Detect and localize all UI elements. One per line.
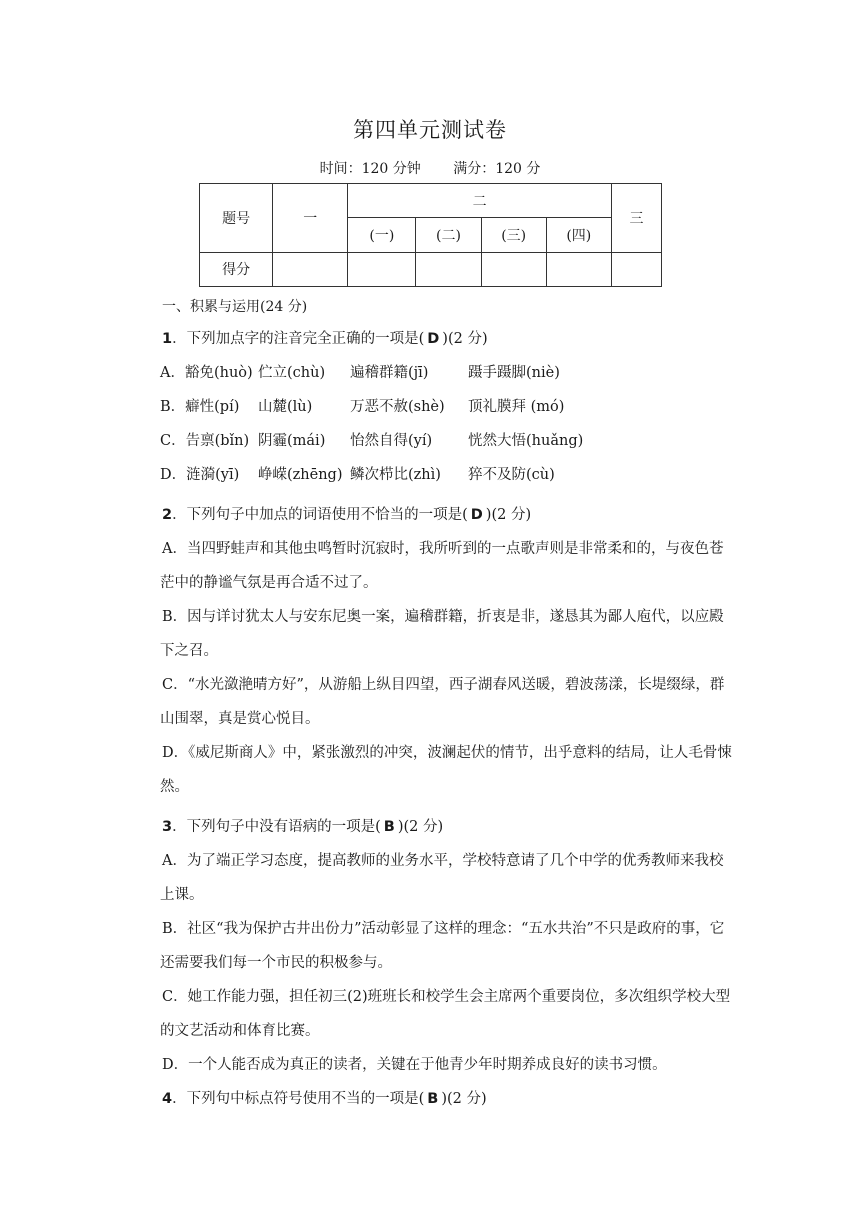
question-1-option-a bbox=[160, 356, 732, 390]
question-points: )(2 分) bbox=[485, 507, 532, 523]
sub-col-1: (一) bbox=[348, 218, 416, 252]
sub-col-2: (二) bbox=[416, 218, 481, 252]
score-cell[interactable] bbox=[348, 252, 416, 286]
question-text: ．下列加点字的注音完全正确的一项是( bbox=[172, 331, 425, 347]
full-score: 满分：120 分 bbox=[453, 161, 541, 177]
question-1-stem bbox=[160, 322, 732, 356]
question-3-option-c: C．她工作能力强，担任初三(2)班班长和校学生会主席两个重要岗位，多次组织学校大型的文艺活动和体育比赛。 bbox=[160, 989, 731, 1039]
row-label-number: 题号 bbox=[200, 184, 273, 253]
question-points: )(2 分) bbox=[441, 1091, 487, 1107]
question-3-option-b: B．社区“我为保护古井出份力”活动彰显了这样的理念：“五水共治”不只是政府的事，它还需要我们每一个市民的积极参与。 bbox=[160, 921, 725, 971]
question-points: )(2 分) bbox=[397, 819, 444, 835]
answer: D bbox=[470, 507, 483, 523]
answer: B bbox=[427, 1091, 439, 1107]
sub-col-4: (四) bbox=[546, 218, 611, 252]
option-item: 恍然大悟(huǎng) bbox=[468, 433, 584, 449]
option-item: A．豁免(huò) bbox=[160, 365, 253, 381]
question-2-option-d: D．《威尼斯商人》中，紧张激烈的冲突，波澜起伏的情节，出乎意料的结局，让人毛骨悚然。 bbox=[160, 745, 732, 795]
question-3-option-d: D．一个人能否成为真正的读者，关键在于他青少年时期养成良好的读书习惯。 bbox=[162, 1057, 667, 1073]
option-item: 顶礼膜拜 (mó) bbox=[468, 399, 565, 415]
option-item: 阴霾(mái) bbox=[258, 433, 326, 449]
question-3-stem bbox=[160, 810, 732, 844]
option-item: 鳞次栉比(zhì) bbox=[350, 467, 441, 483]
question-3-option-a: A．为了端正学习态度，提高教师的业务水平，学校特意请了几个中学的优秀教师来我校上课。 bbox=[160, 853, 724, 903]
question-points: )(2 分) bbox=[442, 331, 488, 347]
question-2-option-a: A．当四野蛙声和其他虫鸣暂时沉寂时，我所听到的一点歌声则是非常柔和的，与夜色苍茫中的静谧气氛是再合适不过了。 bbox=[160, 541, 724, 591]
option-item: C．告禀(bǐn) bbox=[160, 433, 250, 449]
questions bbox=[160, 322, 732, 1116]
option-item: B．癖性(pí) bbox=[160, 399, 240, 415]
col-header-2: 二 bbox=[348, 184, 612, 218]
question-number: 1 bbox=[162, 331, 173, 347]
time-limit: 时间：120 分钟 bbox=[319, 161, 421, 177]
score-table bbox=[199, 183, 662, 287]
option-item: 山麓(lù) bbox=[258, 399, 313, 415]
score-cell[interactable] bbox=[273, 252, 348, 286]
question-number: 4 bbox=[162, 1091, 173, 1107]
answer: D bbox=[427, 331, 440, 347]
score-cell[interactable] bbox=[546, 252, 611, 286]
sub-col-3: (三) bbox=[481, 218, 546, 252]
answer: B bbox=[383, 819, 395, 835]
question-number: 2 bbox=[162, 507, 173, 523]
question-text: ．下列句中标点符号使用不当的一项是( bbox=[172, 1091, 425, 1107]
question-2-stem bbox=[160, 498, 732, 532]
page-title: 第四单元测试卷 bbox=[353, 118, 507, 142]
exam-info bbox=[0, 158, 860, 178]
option-item: 伫立(chù) bbox=[258, 365, 326, 381]
row-label-score: 得分 bbox=[200, 252, 273, 286]
score-cell[interactable] bbox=[611, 252, 661, 286]
score-cell[interactable] bbox=[481, 252, 546, 286]
score-cell[interactable] bbox=[416, 252, 481, 286]
question-text: ．下列句子中没有语病的一项是( bbox=[172, 819, 381, 835]
question-number: 3 bbox=[162, 819, 173, 835]
question-1-option-b bbox=[160, 390, 732, 424]
option-item: 猝不及防(cù) bbox=[468, 467, 555, 483]
question-2-option-b: B．因与详讨犹太人与安东尼奥一案，遍稽群籍，折衷是非，遂恳其为鄙人庖代，以应殿下之召。 bbox=[160, 609, 724, 659]
question-4-stem bbox=[160, 1082, 732, 1116]
question-text: ．下列句子中加点的词语使用不恰当的一项是( bbox=[172, 507, 468, 523]
question-2-option-c: C．“水光潋滟晴方好”，从游船上纵目四望，西子湖春风送暖，碧波荡漾，长堤缀绿，群山围翠，真是赏心悦目。 bbox=[160, 677, 725, 727]
col-header-1: 一 bbox=[273, 184, 348, 253]
question-1-option-d bbox=[160, 458, 732, 492]
col-header-3: 三 bbox=[611, 184, 661, 253]
section-heading: 一、积累与运用(24 分) bbox=[162, 299, 308, 315]
question-1-option-c bbox=[160, 424, 732, 458]
option-item: 峥嵘(zhēng) bbox=[258, 467, 343, 483]
option-item: D．涟漪(yī) bbox=[160, 467, 240, 483]
option-item: 遍稽群籍(jī) bbox=[350, 365, 429, 381]
option-item: 怡然自得(yí) bbox=[350, 433, 433, 449]
option-item: 万恶不赦(shè) bbox=[350, 399, 445, 415]
option-item: 蹑手蹑脚(niè) bbox=[468, 365, 560, 381]
